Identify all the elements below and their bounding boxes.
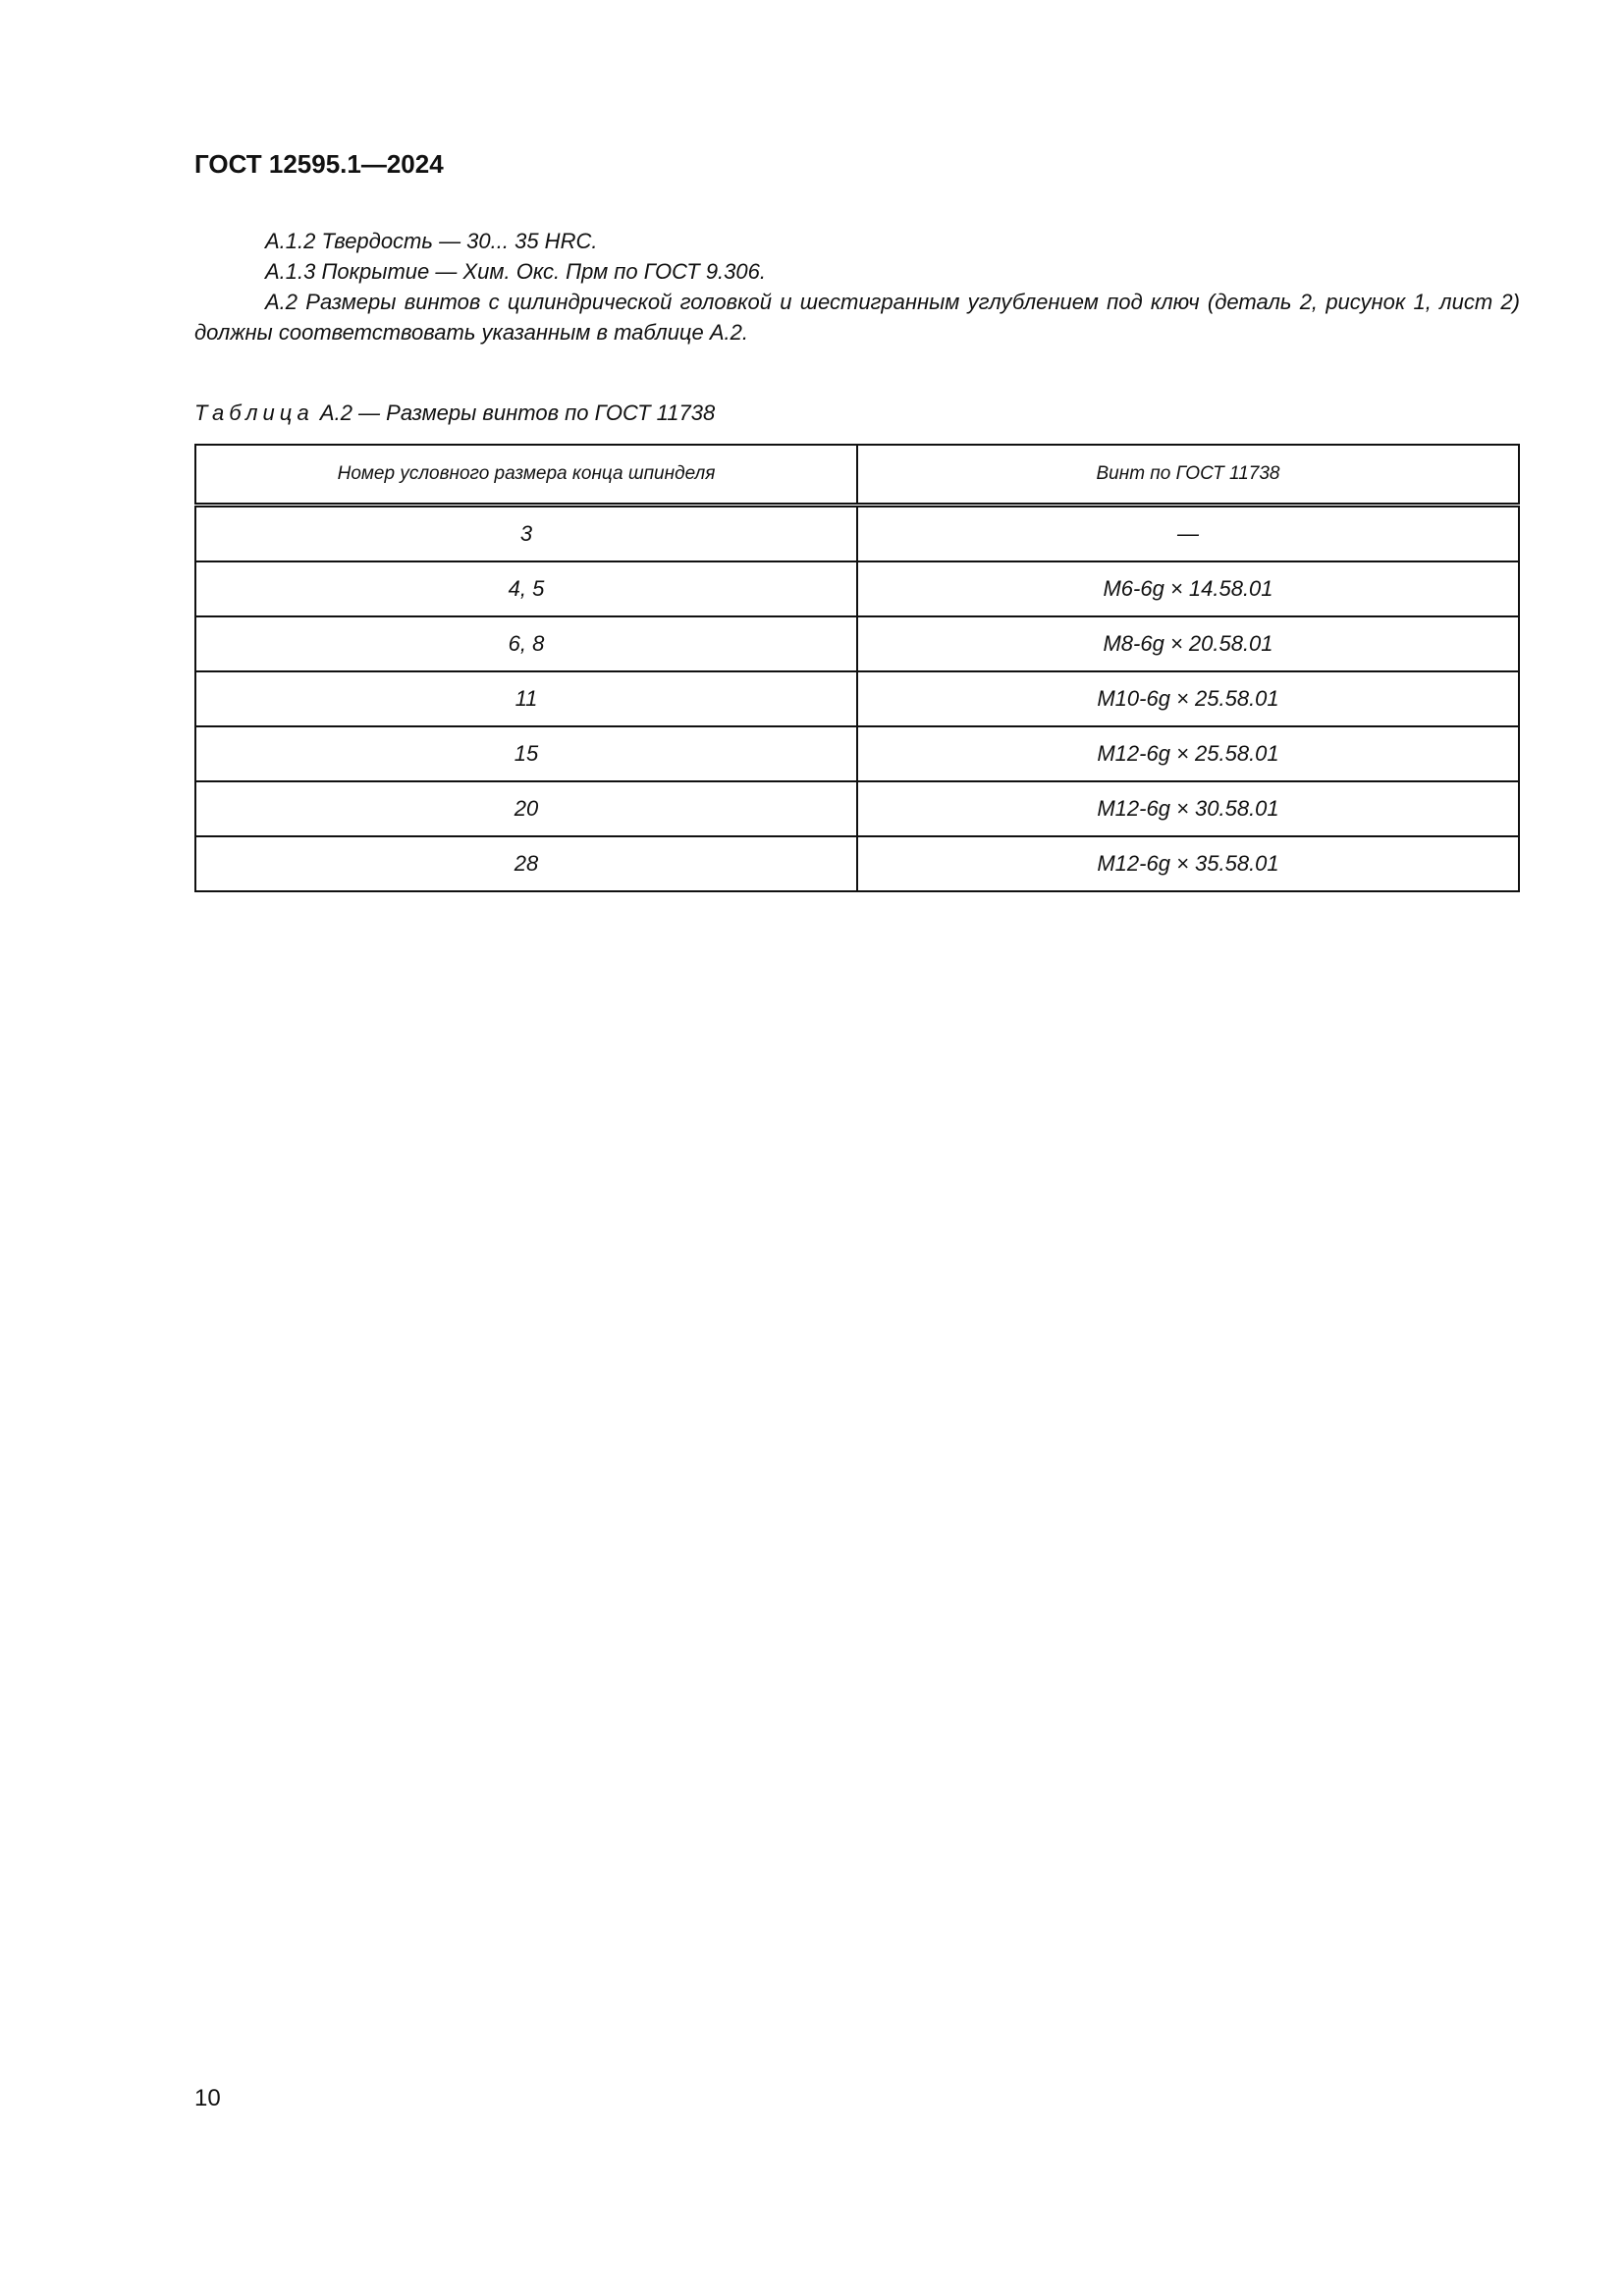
spindle-size-cell: 4, 5 <box>195 561 857 616</box>
screw-cell: — <box>857 506 1519 562</box>
spindle-size-cell: 3 <box>195 506 857 562</box>
paragraph-a-1-2: А.1.2 Твердость — 30... 35 HRC. <box>265 229 598 253</box>
table-row <box>195 836 1519 891</box>
screw-cell: M8-6g × 20.58.01 <box>857 616 1519 671</box>
paragraph-a-1-3: А.1.3 Покрытие — Хим. Окс. Прм по ГОСТ 9.306. <box>265 259 766 284</box>
screw-size-table <box>194 444 1520 892</box>
screw-cell: M12-6g × 35.58.01 <box>857 836 1519 891</box>
spindle-size-cell: 28 <box>195 836 857 891</box>
spindle-size-cell: 11 <box>195 671 857 726</box>
spindle-size-cell: 20 <box>195 781 857 836</box>
table-row <box>195 781 1519 836</box>
table-caption-label: Таблица <box>194 400 314 425</box>
column-header-screw: Винт по ГОСТ 11738 <box>857 445 1519 506</box>
screw-cell: M12-6g × 25.58.01 <box>857 726 1519 781</box>
paragraph-a-2: А.2 Размеры винтов с цилиндрической головкой и шестигранным углублением под ключ (деталь 2, рисунок 1, лист 2) должны соответствовать указанным в таблице А.2. <box>194 290 1520 345</box>
table-caption <box>194 400 715 426</box>
table-row <box>195 671 1519 726</box>
column-header-spindle-size: Номер условного размера конца шпинделя <box>195 445 857 506</box>
spindle-size-cell: 15 <box>195 726 857 781</box>
page-number: 10 <box>194 2085 221 2111</box>
table-row <box>195 561 1519 616</box>
screw-cell: M6-6g × 14.58.01 <box>857 561 1519 616</box>
document-header: ГОСТ 12595.1—2024 <box>194 149 444 179</box>
body-text <box>194 226 1520 347</box>
screw-cell: M12-6g × 30.58.01 <box>857 781 1519 836</box>
table-row <box>195 616 1519 671</box>
screw-cell: M10-6g × 25.58.01 <box>857 671 1519 726</box>
table-header-row <box>195 445 1519 506</box>
spindle-size-cell: 6, 8 <box>195 616 857 671</box>
table-caption-text: А.2 — Размеры винтов по ГОСТ 11738 <box>319 400 716 425</box>
table-row <box>195 506 1519 562</box>
table-row <box>195 726 1519 781</box>
